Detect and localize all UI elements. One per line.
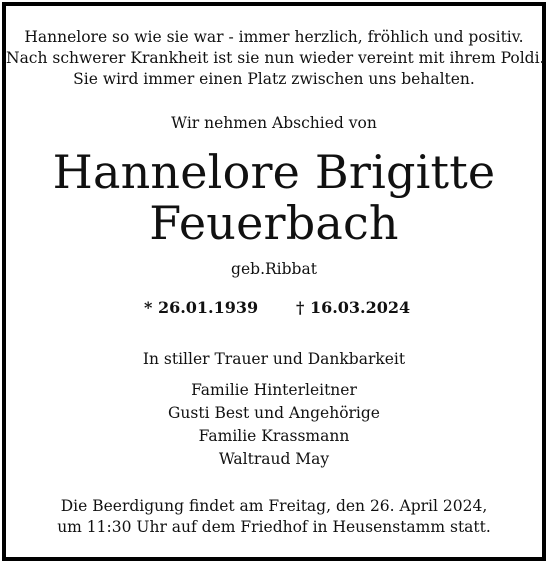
farewell-label: Wir nehmen Abschied von: [171, 114, 377, 132]
obituary-frame: [2, 2, 546, 561]
mourner-name: Gusti Best und Angehörige: [168, 404, 380, 422]
mourner-name: Waltraud May: [218, 450, 330, 468]
maiden-name: geb.Ribbat: [231, 260, 317, 278]
mourning-text: In stiller Trauer und Dankbarkeit: [142, 350, 406, 368]
intro-line: Hannelore so wie sie war - immer herzlich, fröhlich und positiv.: [24, 28, 524, 46]
intro-line: Sie wird immer einen Platz zwischen uns behalten.: [73, 70, 475, 88]
mourner-name: Familie Hinterleitner: [191, 381, 357, 399]
funeral-notice-line: um 11:30 Uhr auf dem Friedhof in Heusenstamm statt.: [57, 518, 491, 536]
life-dates: [6, 298, 542, 318]
deceased-name-last: Feuerbach: [149, 196, 399, 250]
death-date: † 16.03.2024: [296, 298, 411, 317]
deceased-name-first: Hannelore Brigitte: [52, 145, 496, 199]
mourner-name: Familie Krassmann: [198, 427, 350, 445]
intro-line: Nach schwerer Krankheit ist sie nun wieder vereint mit ihrem Poldi.: [6, 49, 545, 67]
funeral-notice-line: Die Beerdigung findet am Freitag, den 26. April 2024,: [60, 497, 488, 515]
birth-date: * 26.01.1939: [144, 298, 259, 317]
